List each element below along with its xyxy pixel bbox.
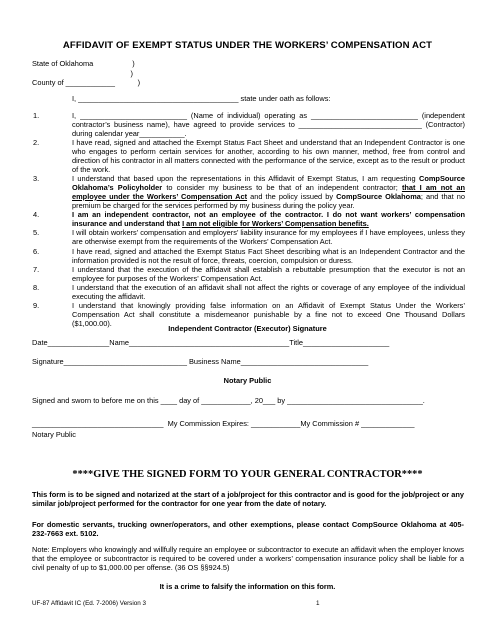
exemptions-contact: For domestic servants, trucking owner/operators, and other exemptions, please contact CompSource Oklahoma at 405-232-7663 ext. 5102. [32, 520, 464, 538]
list-item: 5. I will obtain workers’ compensation and employers’ liability insurance for my employees if I have employees, unless they are otherwise exempt from the requirements of the Workers’ Compensation Act. [33, 228, 465, 247]
contractor-signature-heading: Independent Contractor (Executor) Signature [168, 324, 327, 333]
give-form-banner: ****GIVE THE SIGNED FORM TO YOUR GENERAL CONTRACTOR**** [72, 469, 423, 480]
employer-penalty-note: Note: Employers who knowingly and willfully require an employee or subcontractor to execute an affidavit when the employer knows that the employee or subcontractor is required to be covered under a workers’ compensation insurance policy shall be liable for a civil penalty of up to $1,000.00 per offense. (36 OS §§924.5) [32, 545, 464, 572]
list-item: 3. I understand that based upon the representations in this Affidavit of Exempt Status, I am requesting CompSource Oklahoma’s Policyholder to consider my business to be that of an independent contractor; that I am not an employee under the Workers’ Compensation Act and the policy issued by CompSource Oklahoma; and that no premium be charged for the services performed by my business during the policy year. [33, 174, 466, 210]
list-item: 7. I understand that the execution of the affidavit shall establish a rebuttable presumption that the executor is not an employee for purposes of the Workers’ Compensation Act. [33, 264, 465, 283]
affidavit-items [33, 112, 465, 330]
list-item: 8. I understand that the execution of an affidavit shall not affect the rights or coverage of any employee of the individual executing the affidavit. [33, 283, 465, 301]
document-title: AFFIDAVIT OF EXEMPT STATUS UNDER THE WORKERS’ COMPENSATION ACT [62, 40, 433, 51]
page-footer [32, 600, 462, 608]
form-version: UF-87 Affidavit IC (Ed. 7-2006) Version 3 [32, 600, 146, 607]
list-item: 1. I, __________________________ (Name of individual) operating as __________________________ (independent contractor’s business name), have agreed to provide services to ______________________________ (Contractor) during calendar year___________. [33, 111, 465, 138]
list-item: 4. I am an independent contractor, not an employee of the contractor. I do not want workers’ compensation insurance and understand that I am not eligible for Workers’ Compensation benefits. [33, 210, 465, 228]
notarize-instructions: This form is to be signed and notarized at the start of a job/project for this contractor and is good for the job/project or any similar job/project performed for the contractor for one year from the date of notary. [32, 490, 464, 508]
list-item: 6. I have read, signed and attached the Exempt Status Fact Sheet describing what is an Independent Contractor and the information provided is not the result of force, threats, coercion, compulsion or duress. [33, 246, 465, 265]
list-item: 2. I have read, signed and attached the Exempt Status Fact Sheet and understand that an Independent Contractor is one who engages to perform certain services for another, according to his own manner, method, free from control and direction of his contractor in all matters connected with the performance of the service, except as to the result or product of the work. [33, 138, 465, 174]
notary-public-label: Notary Public [32, 430, 76, 439]
sworn-statement-line[interactable]: Signed and sworn to before me on this ____ day of ____________, 20___ by _________________________________. [32, 396, 425, 405]
page-number: 1 [316, 600, 320, 607]
signature-business-line[interactable]: Signature______________________________ Business Name_______________________________ [32, 357, 369, 366]
venue-state: State of Oklahoma ) [32, 59, 135, 68]
list-item: 9. I understand that knowingly providing false information on an Affidavit of Exempt Status Under the Workers’ Compensation Act shall constitute a misdemeanor punishable by a fine not to exceed One Thousand Dollars ($1,000.00). [33, 301, 465, 329]
date-name-title-line[interactable]: Date_______________Name_______________________________________Title_____________________ [32, 338, 390, 347]
venue-block [32, 60, 472, 89]
notary-heading: Notary Public [223, 376, 272, 385]
falsify-warning: It is a crime to falsify the information on this form. [159, 582, 336, 591]
commission-line[interactable]: ________________________________ My Commission Expires: ____________My Commission # _____________ [32, 419, 415, 428]
venue-spacer: ) [32, 68, 134, 78]
oath-statement: I, _______________________________________ state under oath as follows: [72, 94, 331, 103]
venue-county: County of ____________ ) [32, 78, 141, 87]
